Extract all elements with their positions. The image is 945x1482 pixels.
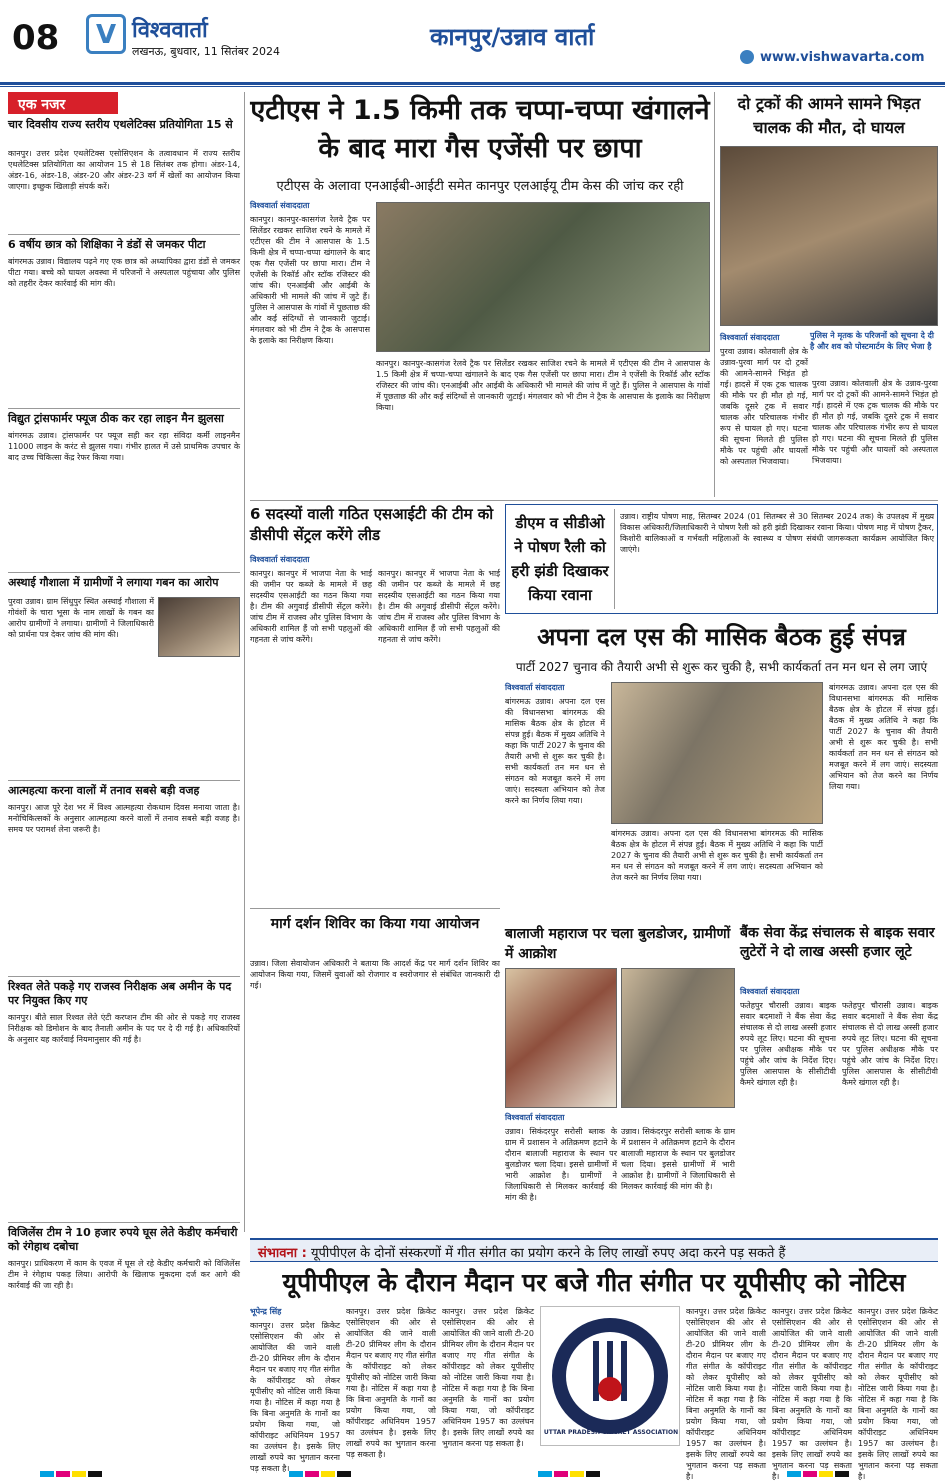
sit-body-col2: कानपुर। कानपुर में भाजपा नेता के भाई की जमीन पर कब्जे के मामले में छह सदस्यीय एसआईटी का गठन किया गया है। टीम की अगुवाई डीसीपी सेंट्रल करेंगे। जांच टीम में राजस्व और पुलिस विभाग के अधिकारी शामिल हैं जो सभी पहलुओं की गहनता से जांच करेंगे। [378, 569, 500, 644]
sidebar-bottom [8, 1222, 240, 1462]
apna-dal-headline: अपना दल एस की मासिक बैठक हुई संपन्न [537, 623, 906, 651]
marg-story [250, 908, 500, 1058]
lead-headline: एटीएस ने 1.5 किमी तक चप्पा-चप्पा खंगालने के बाद मारा गैस एजेंसी पर छापा [250, 95, 710, 164]
divider [8, 976, 240, 977]
sidebar-body: कानपुर। बीते साल रिश्वत लेते एंटी करप्शन टीम की ओर से पकड़े गए राजस्व निरीक्षक को डिमोशन के बाद तैनाती अमीन के पद पर दे दी गई है। अधिकारियों के अनुसार यह कार्रवाई नियमानुसार की गई है। [8, 1013, 240, 1044]
nutrition-headline: डीएम व सीडीओ ने पोषण रैली को हरी झंडी दिखाकर किया रवाना [511, 514, 609, 604]
accident-story [720, 92, 938, 497]
lead-photo [376, 202, 710, 352]
strap-label: संभावना : [258, 1246, 307, 1261]
sidebar-headline: चार दिवसीय राज्य स्तरीय एथलेटिक्स प्रतियोगिता 15 से [8, 118, 233, 131]
section-title: कानपुर/उन्नाव वार्ता [430, 23, 595, 51]
bank-byline: विश्ववार्ता संवाददाता [740, 987, 800, 996]
globe-icon [740, 50, 754, 64]
uppl-body-col6: कानपुर। उत्तर प्रदेश क्रिकेट एसोसिएशन की ओर से आयोजित की जाने वाली टी-20 प्रीमियर लीग के दौरान मैदान पर बजाए गए गीत संगीत के कॉपीराइट को लेकर यूपीसीए को नोटिस जारी किया गया है। नोटिस में कहा गया है कि बिना अनुमति के गानों का प्रयोग किया गया, जो कॉपीराइट अधिनियम 1957 का उल्लंघन है। इसके लिए लाखों रुपये का भुगतान करना पड़ सकता है। [858, 1307, 938, 1481]
divider [8, 1222, 240, 1223]
apna-dal-body-col2: बांगरमऊ उन्नाव। अपना दल एस की विधानसभा बांगरमऊ की मासिक बैठक क्षेत्र के होटल में संपन्न हुई। बैठक में मुख्य अतिथि ने कहा कि पार्टी 2027 के चुनाव की तैयारी अभी से शुरू कर चुकी है। सभी कार्यकर्ता तन मन धन से संगठन को मजबूत करने में लग जाएं। सदस्यता अभियान को तेज करने का निर्णय लिया गया। [611, 829, 823, 882]
apna-dal-body-col1: बांगरमऊ उन्नाव। अपना दल एस की विधानसभा बांगरमऊ की मासिक बैठक क्षेत्र के होटल में संपन्न हुई। बैठक में मुख्य अतिथि ने कहा कि पार्टी 2027 के चुनाव की तैयारी अभी से शुरू कर चुकी है। सभी कार्यकर्ता तन मन धन से संगठन को मजबूत करने में लग जाएं। सदस्यता अभियान को तेज करने का निर्णय लिया गया। [505, 697, 605, 805]
sidebar-headline: विद्युत ट्रांसफार्मर फ्यूज ठीक कर रहा लाइन मैन झुलसा [8, 412, 224, 425]
divider [8, 408, 240, 409]
uppl-body-col3: कानपुर। उत्तर प्रदेश क्रिकेट एसोसिएशन की ओर से आयोजित की जाने वाली टी-20 प्रीमियर लीग के दौरान मैदान पर बजाए गए गीत संगीत के कॉपीराइट को लेकर यूपीसीए को नोटिस जारी किया गया है। नोटिस में कहा गया है कि बिना अनुमति के गानों का प्रयोग किया गया, जो कॉपीराइट अधिनियम 1957 का उल्लंघन है। इसके लिए लाखों रुपये का भुगतान करना पड़ सकता है। [442, 1307, 534, 1448]
bank-body-col2: फतेहपुर चौरासी उन्नाव। बाइक सवार बदमाशों ने बैंक सेवा केंद्र संचालक से दो लाख अस्सी हजार रुपये लूट लिए। घटना की सूचना पर पुलिस अधीक्षक मौके पर पहुंचे और जांच के निर्देश दिए। पुलिस आसपास के सीसीटीवी कैमरे खंगाल रही है। [842, 1001, 938, 1087]
balaji-headline: बालाजी महाराज पर चला बुलडोजर, ग्रामीणों में आक्रोश [505, 926, 731, 962]
header-rule [0, 82, 945, 85]
nutrition-body: उन्नाव। राष्ट्रीय पोषण माह, सितम्बर 2024 (01 सितम्बर से 30 सितम्बर 2024 तक) के उपलक्ष्य में मुख्य विकास अधिकारी/जिलाधिकारी ने पोषण रैली को हरी झंडी दिखाकर रवाना किया। पोषण माह में पोषण ट्रैकर, किशोरी बालिकाओं व गर्भवती महिलाओं के स्वास्थ्य व पोषण संबंधी जागरूकता कार्यक्रम आयोजित किए जाएंगे। [620, 512, 934, 554]
upca-logo [540, 1306, 680, 1446]
lead-body-col2: कानपुर। कानपुर-कासगंज रेलवे ट्रैक पर सिलेंडर रखकर साजिश रचने के मामले में एटीएस की टीम ने आसपास के 1.5 किमी क्षेत्र में चप्पा-चप्पा खंगालने के बाद एक गैस एजेंसी पर छापा मारा। टीम ने एजेंसी के रिकॉर्ड और स्टॉक रजिस्टर की जांच की। एनआईबी और आईबी के अधिकारी भी मामले की जांच में जुटे हैं। पुलिस ने आसपास के गांवों में पूछताछ की और कई संदिग्धों से जानकारी जुटाई। मंगलवार को भी टीम ने ट्रैक के आसपास के इलाके का निरीक्षण किया। [376, 359, 710, 412]
uppl-body-col5: कानपुर। उत्तर प्रदेश क्रिकेट एसोसिएशन की ओर से आयोजित की जाने वाली टी-20 प्रीमियर लीग के दौरान मैदान पर बजाए गए गीत संगीत के कॉपीराइट को लेकर यूपीसीए को नोटिस जारी किया गया है। नोटिस में कहा गया है कि बिना अनुमति के गानों का प्रयोग किया गया, जो कॉपीराइट अधिनियम 1957 का उल्लंघन है। इसके लिए लाखों रुपये का भुगतान करना पड़ सकता है। [772, 1307, 852, 1481]
brand-logo-icon: V [86, 14, 126, 54]
apna-dal-story [505, 620, 938, 920]
marg-body: उन्नाव। जिला सेवायोजन अधिकारी ने बताया कि आदर्श केंद्र पर मार्ग दर्शन शिविर का आयोजन किया गया, जिसमें युवाओं को रोजगार व स्वरोजगार से संबंधित जानकारी दी गई। [250, 959, 500, 990]
upca-logo-text: UTTAR PRADESH CRICKET ASSOCIATION [543, 1429, 679, 1436]
uppl-byline: भूपेन्द्र सिंह [250, 1307, 282, 1316]
column-rule [614, 509, 615, 609]
sidebar-body: कानपुर। आज पूरे देश भर में विश्व आत्महत्या रोकथाम दिवस मनाया जाता है। मनोचिकित्सकों के अनुसार आत्महत्या करने वालों में तनाव सबसे बड़ी वजह है। समय पर परामर्श लेना जरूरी है। [8, 803, 240, 834]
sidebar-headline: विजिलेंस टीम ने 10 हजार रुपये घूस लेते केडीए कर्मचारी को रंगेहाथ दबोचा [8, 1226, 238, 1253]
sidebar-body: बांगरमऊ उन्नाव। ट्रांसफार्मर पर फ्यूज सही कर रहा संविदा कर्मी लाइनमैन 11000 लाइन के करंट से झुलस गया। गंभीर हालत में उसे प्राथमिक उपचार के बाद उच्च चिकित्सा केंद्र रेफर किया गया। [8, 431, 240, 462]
accident-byline: विश्ववार्ता संवाददाता [720, 333, 780, 342]
uppl-body-col1: कानपुर। उत्तर प्रदेश क्रिकेट एसोसिएशन की ओर से आयोजित की जाने वाली टी-20 प्रीमियर लीग के दौरान मैदान पर बजाए गए गीत संगीत के कॉपीराइट को लेकर यूपीसीए को नोटिस जारी किया गया है। नोटिस में कहा गया है कि बिना अनुमति के गानों का प्रयोग किया गया, जो कॉपीराइट अधिनियम 1957 का उल्लंघन है। इसके लिए लाखों रुपये का भुगतान करना पड़ सकता है। [250, 1321, 340, 1473]
nutrition-box [505, 504, 938, 614]
divider [8, 572, 240, 573]
website-link[interactable]: www.vishwavarta.com [760, 50, 925, 65]
sidebar-body: कानपुर। प्राधिकरण में काम के एवज में घूस ले रहे केडीए कर्मचारी को विजिलेंस टीम ने रंगेहाथ पकड़ लिया। आरोपी के खिलाफ मुकदमा दर्ज कर आगे की कार्रवाई की जा रही है। [8, 1259, 240, 1290]
uppl-headline: यूपीपीएल के दौरान मैदान पर बजे गीत संगीत पर यूपीसीए को नोटिस [282, 1268, 906, 1297]
sidebar-kicker: एक नजर [8, 92, 118, 114]
divider [250, 908, 500, 909]
strap-text [258, 1243, 938, 1261]
header-rule-thin [0, 86, 945, 87]
strap-content: यूपीपीएल के दोनों संस्करणों में गीत संगीत का प्रयोग करने के लिए लाखों रुपए अदा करने पड़ सकते हैं [310, 1246, 786, 1261]
dateline: लखनऊ, बुधवार, 11 सितंबर 2024 [132, 45, 281, 58]
sidebar-headline: रिश्वत लेते पकड़े गए राजस्व निरीक्षक अब अमीन के पद पर नियुक्त किए गए [8, 980, 232, 1007]
marg-headline: मार्ग दर्शन शिविर का किया गया आयोजन [270, 916, 480, 932]
print-color-bar [40, 1462, 900, 1470]
uppl-story [250, 1266, 938, 1481]
bank-story [740, 924, 938, 1234]
sidebar-headline: अस्थाई गौशाला में ग्रामीणों ने लगाया गबन का आरोप [8, 576, 219, 589]
sit-byline: विश्ववार्ता संवाददाता [250, 555, 310, 564]
apna-dal-body-col3: बांगरमऊ उन्नाव। अपना दल एस की विधानसभा बांगरमऊ की मासिक बैठक क्षेत्र के होटल में संपन्न हुई। बैठक में मुख्य अतिथि ने कहा कि पार्टी 2027 के चुनाव की तैयारी अभी से शुरू कर चुकी है। सभी कार्यकर्ता तन मन धन से संगठन को मजबूत करने में लग जाएं। सदस्यता अभियान को तेज करने का निर्णय लिया गया। [829, 683, 938, 791]
uppl-body-col4: कानपुर। उत्तर प्रदेश क्रिकेट एसोसिएशन की ओर से आयोजित की जाने वाली टी-20 प्रीमियर लीग के दौरान मैदान पर बजाए गए गीत संगीत के कॉपीराइट को लेकर यूपीसीए को नोटिस जारी किया गया है। नोटिस में कहा गया है कि बिना अनुमति के गानों का प्रयोग किया गया, जो कॉपीराइट अधिनियम 1957 का उल्लंघन है। इसके लिए लाखों रुपये का भुगतान करना पड़ सकता है। [686, 1307, 766, 1481]
accident-headline: दो ट्रकों की आमने सामने भिड़त चालक की मौत, दो घायल [737, 94, 921, 137]
column-rule [244, 92, 245, 1232]
divider [250, 500, 938, 501]
strap [250, 1238, 938, 1262]
lead-subhead: एटीएस के अलावा एनआईबी-आईटी समेत कानपुर एलआईयू टीम केस की जांच कर रही [276, 179, 684, 194]
balaji-story [505, 924, 735, 1234]
lead-body-col1: कानपुर। कानपुर-कासगंज रेलवे ट्रैक पर सिलेंडर रखकर साजिश रचने के मामले में एटीएस की टीम ने आसपास के 1.5 किमी क्षेत्र में चप्पा-चप्पा खंगालने के बाद एक गैस एजेंसी पर छापा मारा। टीम ने एजेंसी के रिकॉर्ड और स्टॉक रजिस्टर की जांच की। एनआईबी और आईबी के अधिकारी भी मामले की जांच में जुटे हैं। पुलिस ने आसपास के गांवों में पूछताछ की और कई संदिग्धों से जानकारी जुटाई। मंगलवार को भी टीम ने ट्रैक के आसपास के इलाके का निरीक्षण किया। [250, 215, 370, 345]
sidebar [8, 92, 240, 1242]
bank-headline: बैंक सेवा केंद्र संचालक से बाइक सवार लुटेरों ने दो लाख अस्सी हजार लूटे [740, 925, 935, 960]
lead-story [250, 92, 710, 497]
balaji-byline: विश्ववार्ता संवाददाता [505, 1113, 565, 1122]
sidebar-headline: 6 वर्षीय छात्र को शिक्षिका ने डंडों से जमकर पीटा [8, 238, 206, 251]
accident-body-col2: पुरवा उन्नाव। कोतवाली क्षेत्र के उन्नाव-पुरवा मार्ग पर दो ट्रकों की आमने-सामने भिड़ंत हो गई। हादसे में एक ट्रक चालक की मौके पर ही मौत हो गई, जबकि दूसरे ट्रक में सवार चालक और परिचालक गंभीर रूप से घायल हो गए। घटना की सूचना मिलते ही पुलिस मौके पर पहुंची और घायलों को अस्पताल भिजवाया। [812, 379, 938, 465]
page-number: 08 [12, 18, 60, 58]
divider [8, 234, 240, 235]
sidebar-headline: आत्महत्या करना वालों में तनाव सबसे बड़ी वजह [8, 784, 200, 797]
uppl-body-col2: कानपुर। उत्तर प्रदेश क्रिकेट एसोसिएशन की ओर से आयोजित की जाने वाली टी-20 प्रीमियर लीग के दौरान मैदान पर बजाए गए गीत संगीत के कॉपीराइट को लेकर यूपीसीए को नोटिस जारी किया गया है। नोटिस में कहा गया है कि बिना अनुमति के गानों का प्रयोग किया गया, जो कॉपीराइट अधिनियम 1957 का उल्लंघन है। इसके लिए लाखों रुपये का भुगतान करना पड़ सकता है। [346, 1307, 436, 1459]
divider [8, 780, 240, 781]
sidebar-photo [158, 597, 240, 657]
accident-photo [720, 146, 938, 326]
accident-body: पुरवा उन्नाव। कोतवाली क्षेत्र के उन्नाव-पुरवा मार्ग पर दो ट्रकों की आमने-सामने भिड़ंत हो गई। हादसे में एक ट्रक चालक की मौके पर ही मौत हो गई, जबकि दूसरे ट्रक में सवार चालक और परिचालक गंभीर रूप से घायल हो गए। घटना की सूचना मिलते ही पुलिस मौके पर पहुंची और घायलों को अस्पताल भिजवाया। [720, 347, 808, 466]
lead-byline: विश्ववार्ता संवाददाता [250, 201, 310, 210]
brand-name: विश्ववार्ता [132, 18, 208, 43]
sidebar-body: पुरवा उन्नाव। ग्राम सिंधुपुर स्थित अस्थाई गौशाला में गोवंशों के चारा भूसा के नाम लाखों के गबन का आरोप ग्रामीणों ने लगाया। ग्रामीणों ने जिलाधिकारी को प्रार्थना पत्र देकर जांच की मांग की। [8, 597, 154, 639]
masthead [0, 0, 945, 88]
accident-caption: पुलिस ने मृतक के परिजनों को सूचना दे दी है और शव को पोस्टमार्टम के लिए भेजा है [810, 331, 934, 351]
apna-dal-photo [611, 682, 823, 824]
sidebar-body: बांगरमऊ उन्नाव। विद्यालय पढ़ने गए एक छात्र को अध्यापिका द्वारा डंडों से जमकर पीटा गया। बच्चे को घायल अवस्था में परिजनों ने अस्पताल पहुंचाया और पुलिस को तहरीर देकर कार्रवाई की मांग की। [8, 257, 240, 288]
sit-body-col1: कानपुर। कानपुर में भाजपा नेता के भाई की जमीन पर कब्जे के मामले में छह सदस्यीय एसआईटी का गठन किया गया है। टीम की अगुवाई डीसीपी सेंट्रल करेंगे। जांच टीम में राजस्व और पुलिस विभाग के अधिकारी शामिल हैं जो सभी पहलुओं की गहनता से जांच करेंगे। [250, 569, 372, 644]
balaji-body-col1: उन्नाव। सिकंदरपुर सरोसी ब्लाक के ग्राम में प्रशासन ने अतिक्रमण हटाने के दौरान बालाजी महाराज के स्थान पर बुलडोजर चला दिया। इससे ग्रामीणों में भारी आक्रोश है। ग्रामीणों ने जिलाधिकारी से मिलकर कार्रवाई की मांग की है। [505, 1127, 617, 1202]
balaji-photo-2 [621, 968, 735, 1108]
balaji-photo [505, 968, 617, 1108]
apna-dal-byline: विश्ववार्ता संवाददाता [505, 683, 565, 692]
sidebar-body: कानपुर। उत्तर प्रदेश एथलेटिक्स एसोसिएशन के तत्वावधान में राज्य स्तरीय एथलेटिक्स प्रतियोगिता का आयोजन 15 से 18 सितंबर तक होगा। अंडर-14, अंडर-16, अंडर-18, अंडर-20 और अंडर-23 वर्ग में खेलों का आयोजन किया जाएगा। इच्छुक खिलाड़ी संपर्क करें। [8, 149, 240, 191]
column-rule [714, 92, 715, 497]
sit-story [250, 504, 500, 904]
upca-emblem-icon [541, 1307, 679, 1445]
bank-body-col1: फतेहपुर चौरासी उन्नाव। बाइक सवार बदमाशों ने बैंक सेवा केंद्र संचालक से दो लाख अस्सी हजार रुपये लूट लिए। घटना की सूचना पर पुलिस अधीक्षक मौके पर पहुंचे और जांच के निर्देश दिए। पुलिस आसपास के सीसीटीवी कैमरे खंगाल रही है। [740, 1001, 836, 1087]
balaji-body-col2: उन्नाव। सिकंदरपुर सरोसी ब्लाक के ग्राम में प्रशासन ने अतिक्रमण हटाने के दौरान बालाजी महाराज के स्थान पर बुलडोजर चला दिया। इससे ग्रामीणों में भारी आक्रोश है। ग्रामीणों ने जिलाधिकारी से मिलकर कार्रवाई की मांग की है। [621, 1127, 735, 1191]
sit-headline: 6 सदस्यों वाली गठित एसआईटी की टीम को डीसीपी सेंट्रल करेंगे लीड [250, 505, 494, 544]
apna-dal-subhead: पार्टी 2027 चुनाव की तैयारी अभी से शुरू कर चुकी है, सभी कार्यकर्ता तन मन धन से लग जाएं [515, 660, 928, 674]
